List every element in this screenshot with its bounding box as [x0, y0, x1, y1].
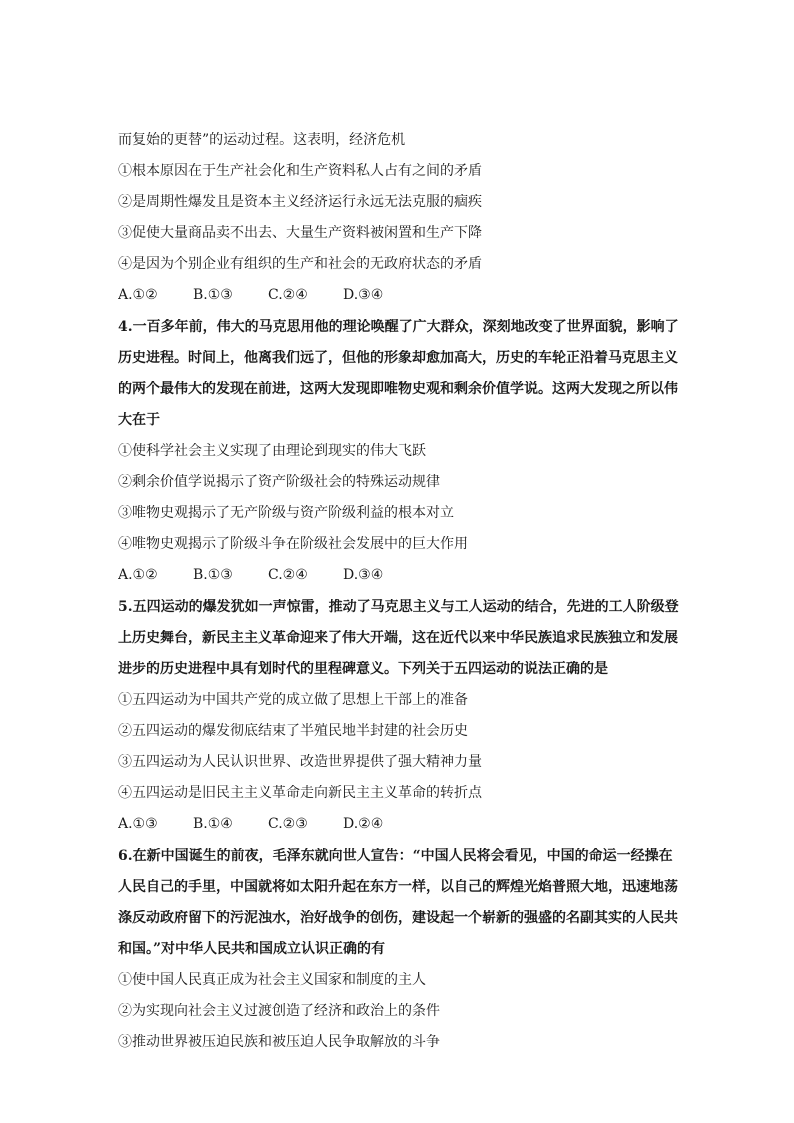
answer-choice-b: B.①③ — [193, 287, 233, 303]
q5-stem-line-3: 进步的历史进程中具有划时代的里程碑意义。下列关于五四运动的说法正确的是 — [118, 661, 608, 677]
q6-stem-line-2: 人民自己的手里，中国就将如太阳升起在东方一样，以自己的辉煌光焰普照大地，迅速地荡 — [118, 879, 678, 895]
answer-choice-a: A.①③ — [118, 816, 158, 832]
q5-stem-line-1: 5.五四运动的爆发犹如一声惊雷，推动了马克思主义与工人运动的结合，先进的工人阶级登 — [118, 599, 679, 615]
q6-stem-line-3: 涤反动政府留下的污泥浊水，治好战争的创伤，建设起一个崭新的强盛的名副其实的人民共 — [118, 910, 678, 926]
q5-answer-choices — [118, 816, 683, 832]
q4-stem-line-2: 历史进程。时间上，他离我们远了，但他的形象却愈加高大，历史的车轮正沿着马克思主义 — [118, 350, 678, 366]
q3-option-3: ③促使大量商品卖不出去、大量生产资料被闲置和生产下降 — [118, 225, 482, 241]
answer-choice-a: A.①② — [118, 567, 158, 583]
answer-choice-c: C.②④ — [268, 287, 308, 303]
q5-option-3: ③五四运动为人民认识世界、改造世界提供了强大精神力量 — [118, 754, 482, 770]
q4-option-1: ①使科学社会主义实现了由理论到现实的伟大飞跃 — [118, 443, 426, 459]
answer-choice-a: A.①② — [118, 287, 158, 303]
answer-choice-d: D.③④ — [343, 287, 384, 303]
q6-option-3: ③推动世界被压迫民族和被压迫人民争取解放的斗争 — [118, 1034, 440, 1050]
q4-option-3: ③唯物史观揭示了无产阶级与资产阶级利益的根本对立 — [118, 505, 454, 521]
q4-stem-line-3: 的两个最伟大的发现在前进，这两大发现即唯物史观和剩余价值学说。这两大发现之所以伟 — [118, 381, 678, 397]
q3-stem-continuation: 而复始的更替”的运动过程。这表明，经济危机 — [118, 132, 406, 148]
q3-option-2: ②是周期性爆发且是资本主义经济运行永远无法克服的痼疾 — [118, 194, 482, 210]
q5-option-2: ②五四运动的爆发彻底结束了半殖民地半封建的社会历史 — [118, 723, 468, 739]
answer-choice-b: B.①③ — [193, 567, 233, 583]
q3-option-4: ④是因为个别企业有组织的生产和社会的无政府状态的矛盾 — [118, 256, 482, 272]
q4-option-4: ④唯物史观揭示了阶级斗争在阶级社会发展中的巨大作用 — [118, 536, 468, 552]
q3-answer-choices — [118, 287, 683, 303]
q4-stem-line-1: 4.一百多年前，伟大的马克思用他的理论唤醒了广大群众，深刻地改变了世界面貌，影响了 — [118, 319, 679, 335]
answer-choice-b: B.①④ — [193, 816, 233, 832]
q5-option-4: ④五四运动是旧民主主义革命走向新民主主义革命的转折点 — [118, 785, 482, 801]
answer-choice-c: C.②④ — [268, 567, 308, 583]
q5-stem-line-2: 上历史舞台，新民主主义革命迎来了伟大开端，这在近代以来中华民族追求民族独立和发展 — [118, 630, 678, 646]
q6-stem-line-4: 和国。”对中华人民共和国成立认识正确的有 — [118, 941, 386, 957]
answer-choice-d: D.③④ — [343, 567, 384, 583]
q6-option-2: ②为实现向社会主义过渡创造了经济和政治上的条件 — [118, 1003, 440, 1019]
q4-answer-choices — [118, 567, 683, 583]
q6-option-1: ①使中国人民真正成为社会主义国家和制度的主人 — [118, 972, 426, 988]
q6-stem-line-1: 6.在新中国诞生的前夜，毛泽东就向世人宣告：“中国人民将会看见，中国的命运一经操在 — [118, 848, 673, 864]
q4-option-2: ②剩余价值学说揭示了资产阶级社会的特殊运动规律 — [118, 474, 440, 490]
q5-option-1: ①五四运动为中国共产党的成立做了思想上干部上的准备 — [118, 692, 468, 708]
answer-choice-c: C.②③ — [268, 816, 308, 832]
q3-option-1: ①根本原因在于生产社会化和生产资料私人占有之间的矛盾 — [118, 163, 482, 179]
q4-stem-line-4: 大在于 — [118, 412, 160, 428]
answer-choice-d: D.②④ — [343, 816, 384, 832]
